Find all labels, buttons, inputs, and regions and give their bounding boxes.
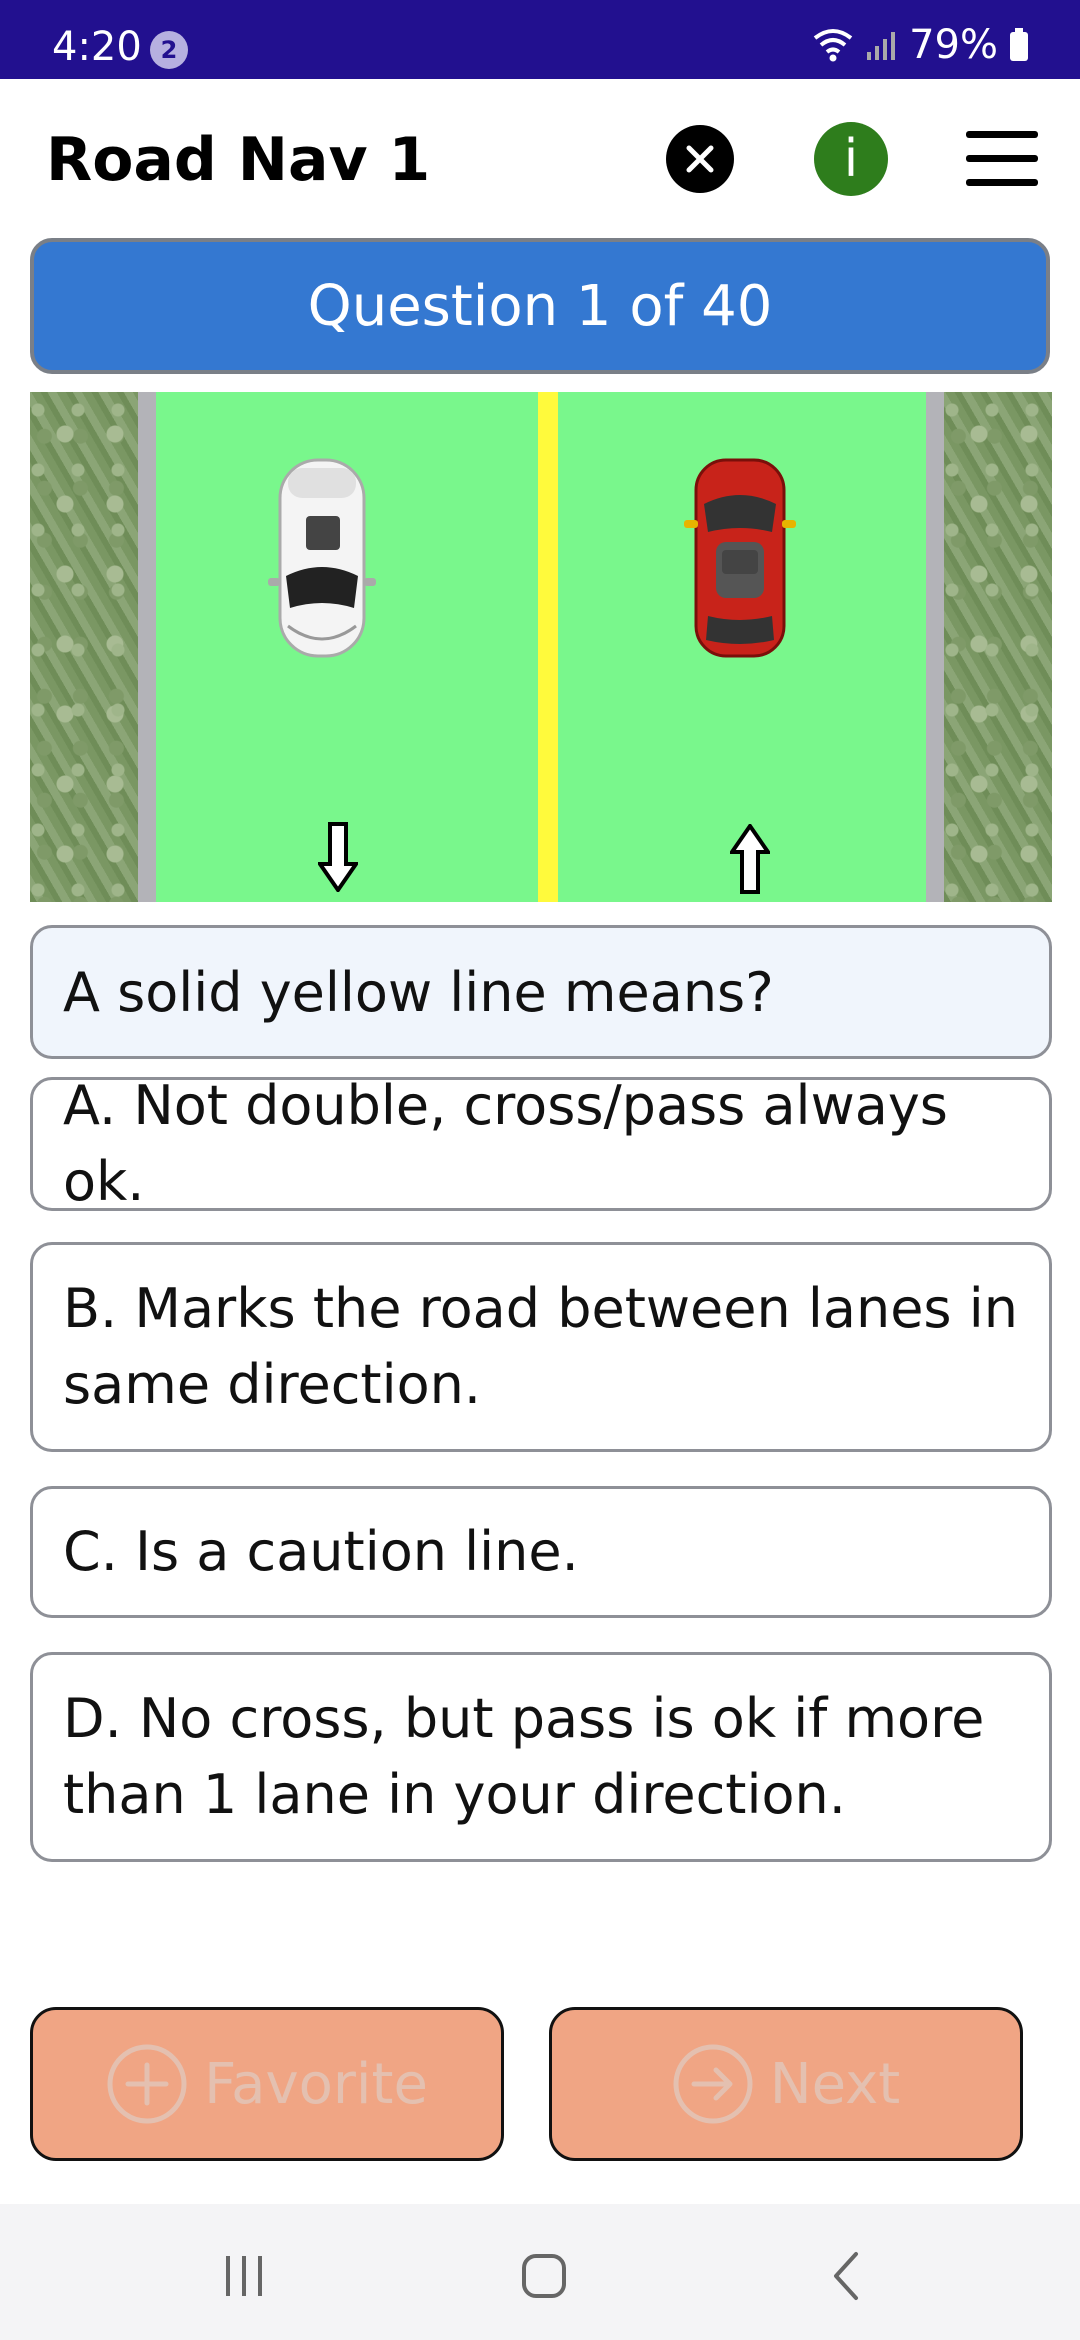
battery-icon: [1008, 27, 1030, 63]
signal-icon: [865, 28, 899, 62]
up-arrow-icon: [730, 824, 770, 894]
favorite-label: Favorite: [204, 2051, 428, 2117]
close-button[interactable]: [666, 125, 734, 193]
white-car-image: [266, 458, 378, 658]
page-title: Road Nav 1: [46, 125, 431, 195]
home-icon[interactable]: [514, 2246, 574, 2306]
wifi-icon: [811, 26, 855, 64]
next-button[interactable]: [549, 2007, 1023, 2161]
answer-text: A. Not double, cross/pass always ok.: [63, 1074, 948, 1213]
info-button[interactable]: [814, 122, 888, 196]
answer-text: B. Marks the road between lanes in same direction.: [63, 1277, 1018, 1416]
close-icon: [685, 144, 715, 174]
red-car-image: [682, 456, 798, 660]
menu-button[interactable]: [966, 127, 1040, 191]
plus-circle-icon: [106, 2043, 188, 2125]
recent-apps-icon[interactable]: [214, 2246, 274, 2306]
answer-option-c[interactable]: [30, 1486, 1052, 1618]
question-counter-banner: Question 1 of 40: [30, 238, 1050, 374]
app-header: [0, 79, 1080, 239]
next-label: Next: [769, 2051, 901, 2117]
notification-count-badge: 2: [150, 31, 188, 69]
menu-icon: [966, 131, 1038, 138]
grass-left: [30, 392, 138, 902]
answer-option-b[interactable]: [30, 1242, 1052, 1452]
status-bar: [0, 0, 1080, 79]
status-icons: [811, 22, 1030, 68]
down-arrow-icon: [318, 822, 358, 892]
curb-left: [138, 392, 156, 902]
solid-yellow-line: [538, 392, 558, 902]
question-text: A solid yellow line means?: [63, 960, 774, 1024]
question-prompt: [30, 925, 1052, 1059]
answer-text: D. No cross, but pass is ok if more than 1 lane in your direction.: [63, 1687, 985, 1826]
curb-right: [926, 392, 944, 902]
road-illustration: [30, 392, 1052, 902]
battery-percent: 79%: [909, 22, 998, 68]
system-nav-bar: [0, 2204, 1080, 2340]
status-time: 4:20: [52, 24, 142, 70]
arrow-right-circle-icon: [672, 2043, 754, 2125]
back-icon[interactable]: [818, 2246, 878, 2306]
answer-option-d[interactable]: [30, 1652, 1052, 1862]
grass-right: [944, 392, 1052, 902]
answer-option-a[interactable]: [30, 1074, 1052, 1213]
answer-text: C. Is a caution line.: [63, 1520, 579, 1583]
favorite-button[interactable]: [30, 2007, 504, 2161]
info-icon: i: [843, 129, 859, 189]
